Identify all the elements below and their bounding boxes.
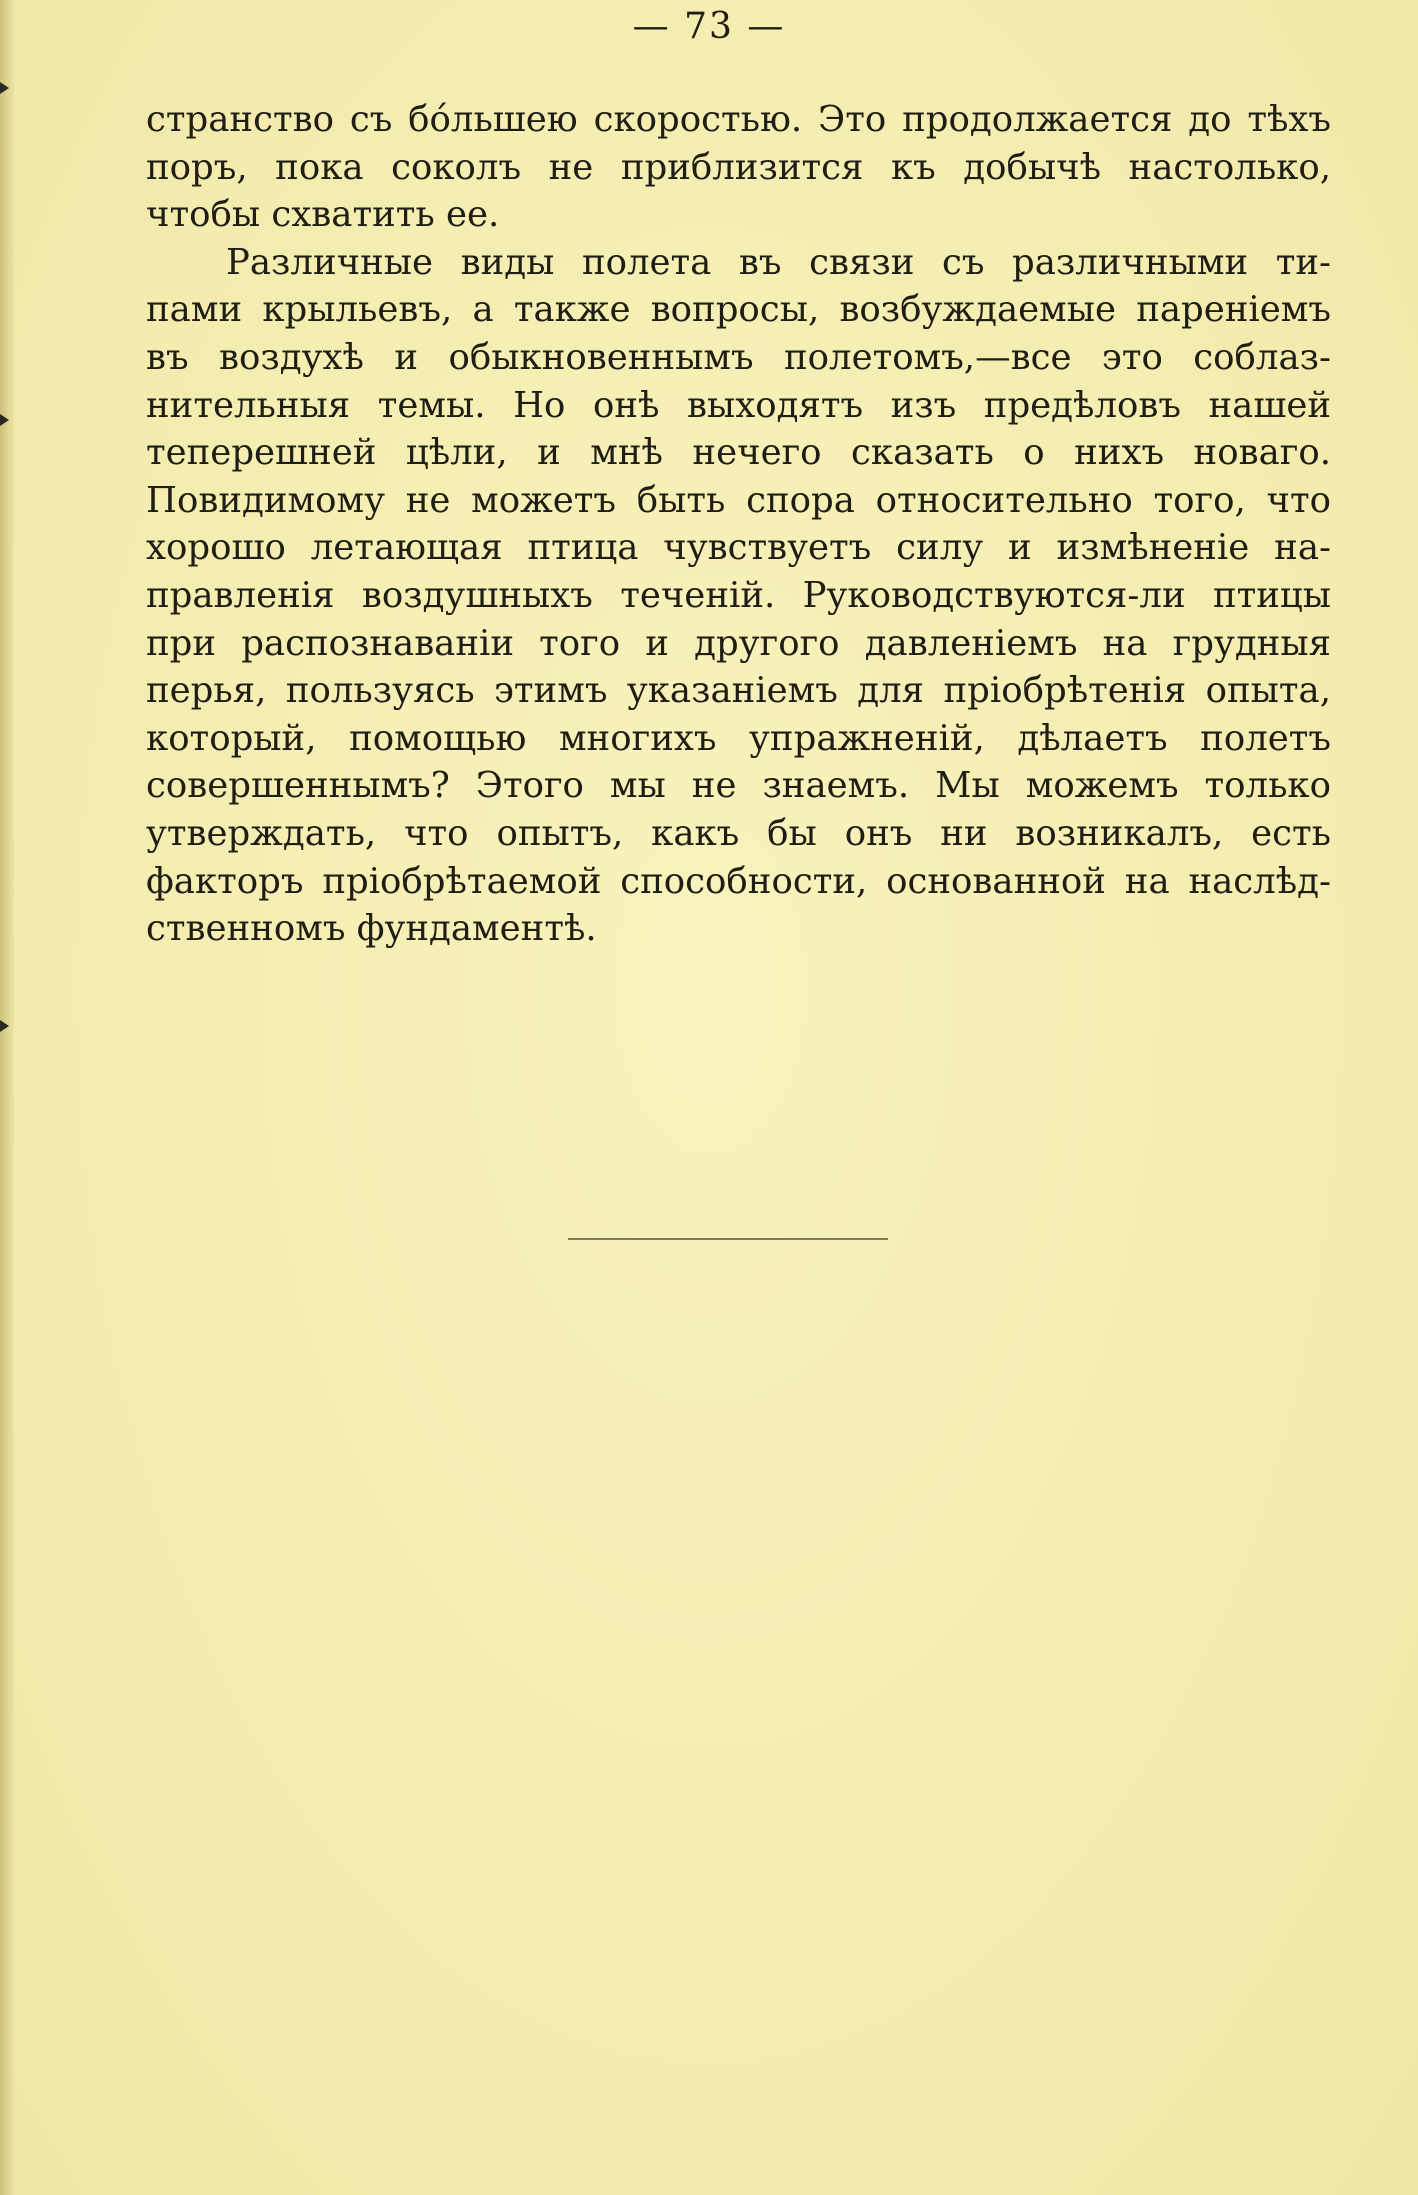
text-line: пами крыльевъ, а также вопросы, возбуждаемые пареніемъ — [146, 289, 1331, 331]
margin-mark — [0, 1020, 9, 1032]
margin-mark — [0, 82, 9, 94]
text-line: странство съ бо́льшею скоростью. Это продолжается до тѣхъ — [146, 99, 1331, 140]
text-line: въ воздухѣ и обыкновеннымъ полетомъ,—все это соблаз- — [146, 336, 1331, 378]
text-line: теперешней цѣли, и мнѣ нечего сказать о нихъ новаго. — [146, 432, 1331, 474]
text-line: нительныя темы. Но онѣ выходятъ изъ предѣловъ нашей — [146, 384, 1331, 426]
text-line: утверждать, что опытъ, какъ бы онъ ни возникалъ, есть — [146, 812, 1331, 854]
text-line: чтобы схватить ее. — [146, 194, 500, 236]
text-line: Повидимому не можетъ быть спора относительно того, что — [146, 479, 1331, 521]
text-line: Различные виды полета въ связи съ различными ти- — [226, 241, 1331, 283]
section-divider — [568, 1238, 888, 1240]
text-line: факторъ пріобрѣтаемой способности, основанной на наслѣд- — [146, 860, 1331, 902]
body-text — [146, 96, 1331, 953]
text-line: хорошо летающая птица чувствуетъ силу и измѣненіе на- — [146, 527, 1331, 569]
page-binding-edge — [0, 0, 14, 2195]
margin-mark — [0, 414, 9, 426]
page-number: — 73 — — [632, 6, 786, 47]
text-line: поръ, пока соколъ не приблизится къ добычѣ настолько, — [146, 146, 1331, 188]
text-line: который, помощью многихъ упражненій, дѣлаетъ полетъ — [146, 717, 1331, 759]
text-line: совершеннымъ? Этого мы не знаемъ. Мы можемъ только — [146, 765, 1331, 807]
text-line: при распознаваніи того и другого давленіемъ на грудныя — [146, 622, 1331, 664]
text-line: правленія воздушныхъ теченій. Руководствуются-ли птицы — [146, 574, 1331, 616]
text-line: ственномъ фундаментѣ. — [146, 908, 597, 950]
text-line: перья, пользуясь этимъ указаніемъ для пріобрѣтенія опыта, — [146, 670, 1331, 712]
